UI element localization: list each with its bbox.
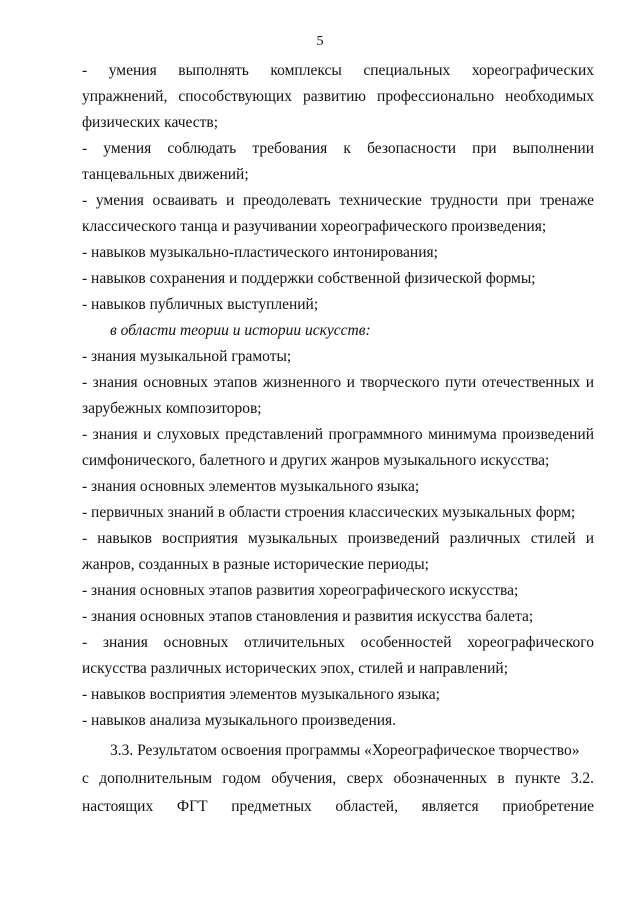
text-line: - умения осваивать и преодолевать технические трудности при тренаже bbox=[82, 192, 594, 209]
text-line: с дополнительным годом обучения, сверх обозначенных в пункте 3.2. bbox=[82, 770, 594, 787]
text-line: - умения соблюдать требования к безопасности при выполнении bbox=[82, 140, 594, 157]
text-line: - навыков сохранения и поддержки собственной физической формы; bbox=[82, 270, 536, 287]
text-line: - знания основных этапов становления и развития искусства балета; bbox=[82, 608, 534, 625]
text-line: симфонического, балетного и других жанров музыкального искусства; bbox=[82, 452, 550, 469]
text-line: - навыков восприятия музыкальных произведений различных стилей и bbox=[82, 530, 594, 547]
text-line: - знания музыкальной грамоты; bbox=[82, 348, 292, 365]
text-line: физических качеств; bbox=[82, 114, 219, 131]
text-line: классического танца и разучивании хореографического произведения; bbox=[82, 218, 547, 235]
text-line: - знания основных этапов жизненного и творческого пути отечественных и bbox=[82, 374, 594, 391]
text-line: упражнений, способствующих развитию профессионально необходимых bbox=[82, 88, 594, 105]
text-line: - навыков публичных выступлений; bbox=[82, 296, 319, 313]
text-line: - знания и слуховых представлений программного минимума произведений bbox=[82, 426, 594, 443]
text-line: зарубежных композиторов; bbox=[82, 400, 262, 417]
text-line: настоящих ФГТ предметных областей, является приобретение bbox=[82, 798, 594, 815]
text-line: - знания основных элементов музыкального языка; bbox=[82, 478, 420, 495]
page-number: 5 bbox=[316, 34, 324, 49]
text-line: - знания основных этапов развития хореографического искусства; bbox=[82, 582, 519, 599]
text-line: - навыков восприятия элементов музыкального языка; bbox=[82, 686, 440, 703]
paragraph-line: 3.3. Результатом освоения программы «Хореографическое творчество» bbox=[110, 742, 580, 759]
text-line: искусства различных исторических эпох, стилей и направлений; bbox=[82, 660, 509, 677]
text-line: - первичных знаний в области строения классических музыкальных форм; bbox=[82, 504, 576, 521]
text-line: жанров, созданных в разные исторические периоды; bbox=[82, 556, 429, 573]
text-line: - навыков анализа музыкального произведения. bbox=[82, 712, 397, 729]
section-heading: в области теории и истории искусств: bbox=[110, 322, 371, 339]
text-line: - навыков музыкально-пластического интонирования; bbox=[82, 244, 438, 261]
text-line: танцевальных движений; bbox=[82, 166, 249, 183]
text-line: - умения выполнять комплексы специальных хореографических bbox=[82, 62, 594, 79]
document-body bbox=[82, 58, 594, 820]
text-line: - знания основных отличительных особенностей хореографического bbox=[82, 634, 594, 651]
